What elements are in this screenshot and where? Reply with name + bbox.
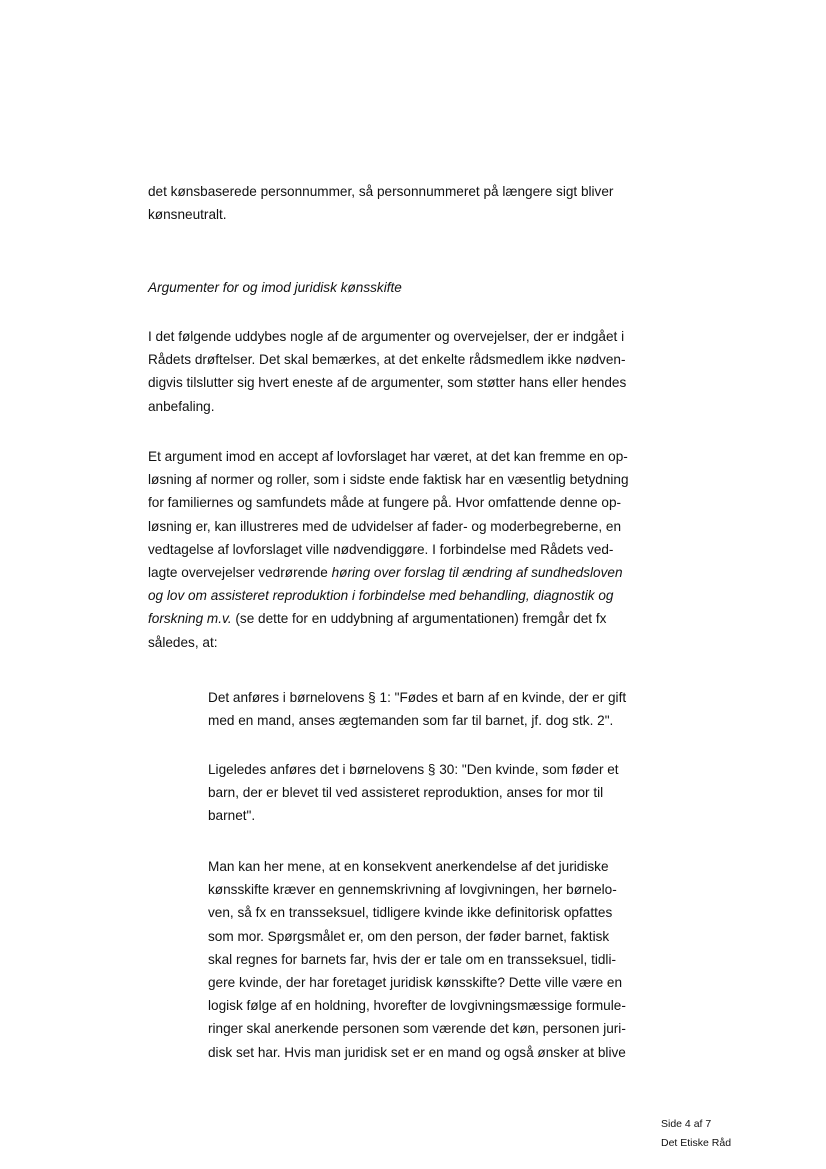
quote-line: ven, så fx en transseksuel, tidligere kvinde ikke definitorisk opfattes	[208, 905, 613, 921]
paragraph-line: digvis tilslutter sig hvert eneste af de argumenter, som støtter hans eller hendes	[148, 375, 627, 391]
paragraph-line: I det følgende uddybes nogle af de argumenter og overvejelser, der er indgået i	[148, 329, 625, 344]
page-number: Side 4 af 7	[661, 1118, 712, 1130]
quote-line: kønsskifte kræver en gennemskrivning af lovgivningen, her børnelo-	[208, 882, 617, 898]
paragraph-line: løsning er, kan illustreres med de udvidelser af fader- og moderbegreberne, en	[148, 518, 622, 534]
paragraph-line: det kønsbaserede personnummer, så personnummeret på længere sigt bliver	[148, 184, 614, 199]
quote-line: ringer skal anerkende personen som værende det køn, personen juri-	[208, 1021, 626, 1037]
quote-line: skal regnes for barnets far, hvis der er tale om en transseksuel, tidli-	[208, 951, 616, 967]
quote-line: Ligeledes anføres det i børnelovens § 30: "Den kvinde, som føder et	[208, 762, 619, 777]
paragraph-1	[148, 325, 668, 418]
intro-paragraph	[148, 180, 668, 226]
quote-paragraph-2	[208, 758, 668, 828]
paragraph-line	[148, 584, 668, 607]
paragraph-line: anbefaling.	[148, 398, 215, 414]
paragraph-line	[148, 607, 668, 630]
paragraph-line: for familiernes og samfundets måde at fungere på. Hvor omfattende denne op-	[148, 495, 622, 511]
quote-line: logisk følge af en holdning, hvorefter de lovgivningsmæssige formule-	[208, 998, 626, 1014]
quote-paragraph-1	[208, 686, 668, 732]
document-reference-title: og lov om assisteret reproduktion i forbindelse med behandling, diagnostik og	[148, 588, 614, 604]
document-reference-title: høring over forslag til ændring af sundhedsloven	[331, 565, 623, 581]
paragraph-2	[148, 445, 668, 654]
paragraph-line	[148, 561, 668, 584]
paragraph-text: lagte overvejelser vedrørende	[148, 565, 332, 581]
quote-paragraph-3	[208, 855, 668, 1064]
quote-line: Det anføres i børnelovens § 1: "Fødes et barn af en kvinde, der er gift	[208, 690, 627, 705]
paragraph-line: således, at:	[148, 634, 218, 650]
paragraph-line: vedtagelse af lovforslaget ville nødvendiggøre. I forbindelse med Rådets ved-	[148, 541, 614, 557]
document-reference-title: forskning m.v.	[148, 611, 232, 627]
footer-organization: Det Etiske Råd	[661, 1137, 732, 1149]
section-heading: Argumenter for og imod juridisk kønsskifte	[148, 280, 402, 295]
quote-line: barnet".	[208, 808, 256, 824]
paragraph-text: (se dette for en uddybning af argumentationen) fremgår det fx	[231, 611, 607, 627]
paragraph-line: løsning af normer og roller, som i sidste ende faktisk har en væsentlig betydning	[148, 472, 629, 488]
quote-line: gere kvinde, der har foretaget juridisk kønsskifte? Dette ville være en	[208, 975, 623, 991]
paragraph-line: kønsneutralt.	[148, 207, 227, 223]
quote-line: som mor. Spørgsmålet er, om den person, der føder barnet, faktisk	[208, 928, 610, 944]
quote-line: Man kan her mene, at en konsekvent anerkendelse af det juridiske	[208, 859, 609, 874]
quote-line: med en mand, anses ægtemanden som far til barnet, jf. dog stk. 2".	[208, 713, 614, 729]
quote-line: disk set har. Hvis man juridisk set er en mand og også ønsker at blive	[208, 1044, 626, 1060]
quote-line: barn, der er blevet til ved assisteret reproduktion, anses for mor til	[208, 785, 604, 801]
paragraph-line: Et argument imod en accept af lovforslaget har været, at det kan fremme en op-	[148, 449, 628, 464]
paragraph-line: Rådets drøftelser. Det skal bemærkes, at det enkelte rådsmedlem ikke nødven-	[148, 352, 626, 368]
